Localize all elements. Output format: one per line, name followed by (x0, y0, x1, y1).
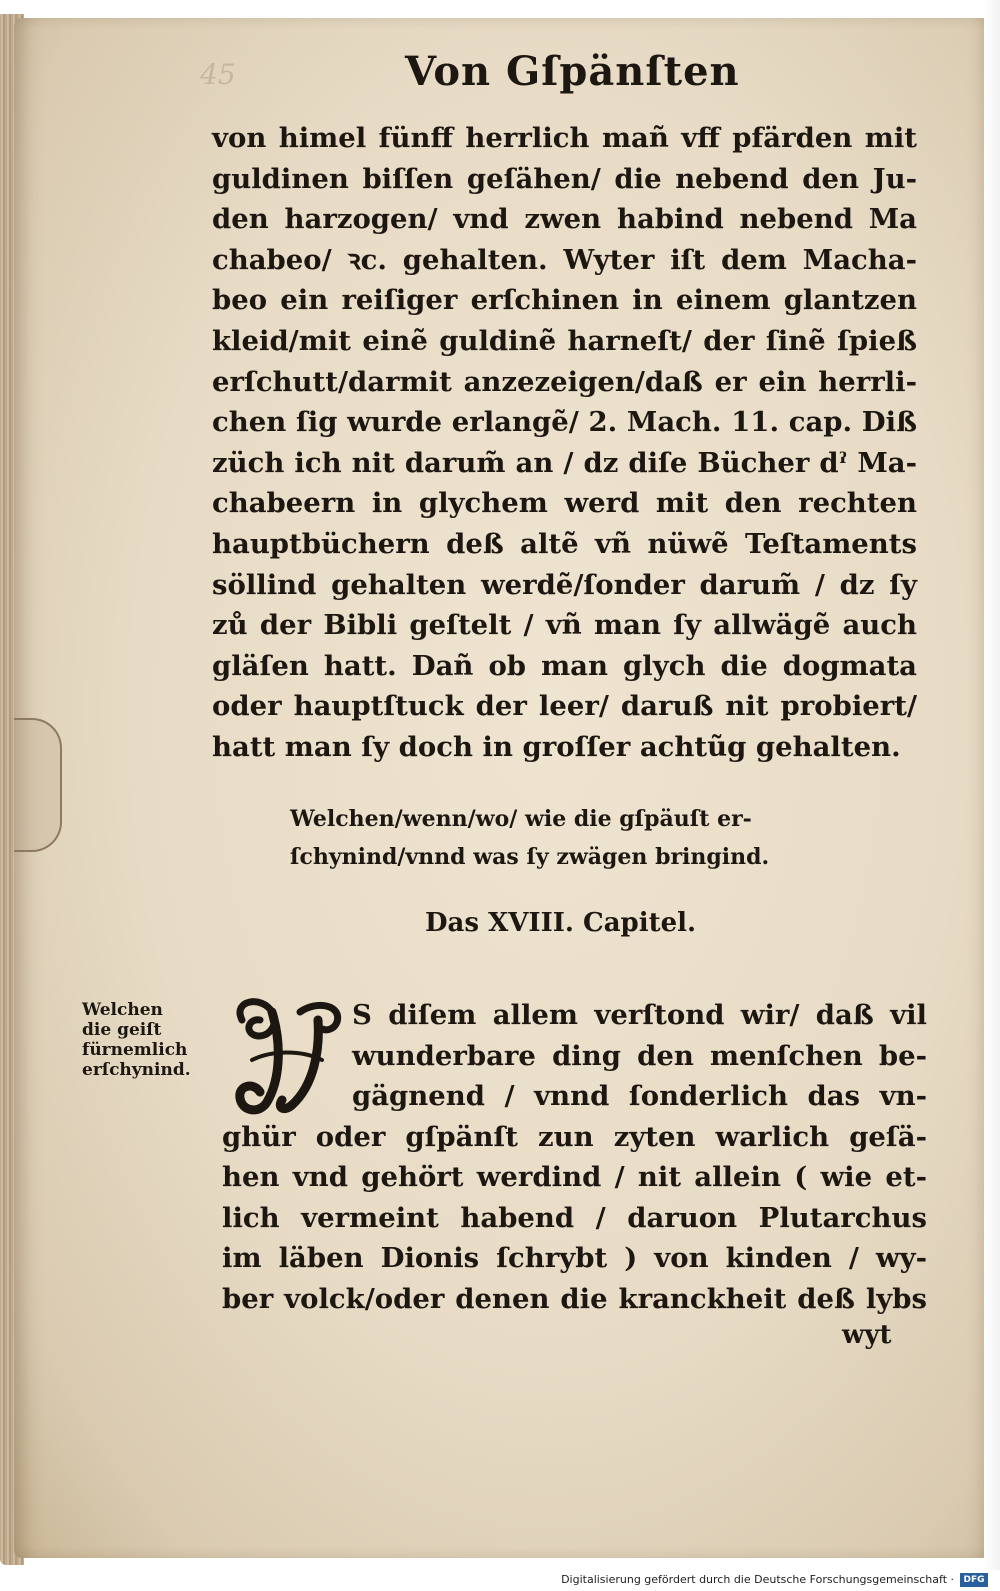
text-line: söllind gehalten werdẽ/ſonder darum̃ / dz ſy (212, 568, 917, 601)
right-margin-strip (984, 0, 1000, 1570)
margin-note-line: die geiſt (82, 1020, 162, 1040)
text-line: zů der Bibli geſtelt / vñ man ſy allwägẽ auch (212, 609, 917, 642)
chapter-title: Das XVIII. Capitel. (425, 908, 697, 938)
text-line: gläſen hatt. Dañ ob man glych die dogmata (212, 649, 917, 682)
text-line: den harzogen/ vnd zwen habind nebend Ma (212, 203, 917, 236)
margin-note-line: Welchen (82, 1000, 163, 1020)
text-line: lich vermeint habend / daruon Plutarchus (222, 1201, 927, 1234)
page-fold-mark (14, 718, 62, 852)
text-line: hauptbüchern deß altẽ vñ nüwẽ Teſtaments (212, 527, 917, 560)
text-line: hen vnd gehört werdind / nit allein ( wie et- (222, 1161, 927, 1193)
text-line: chen ſig wurde erlangẽ/ 2. Mach. 11. cap. Diß (212, 406, 917, 439)
heading-line: Welchen/wenn/wo/ wie die gſpäuſt er- (290, 806, 752, 832)
heading-line: ſchynind/vnnd was ſy zwägen bringind. (290, 844, 770, 870)
dfg-logo: DFG (960, 1573, 988, 1587)
text-line: im läben Dionis ſchrybt ) von kinden / wy- (222, 1242, 927, 1274)
text-line: wunderbare ding den menſchen be- (352, 1039, 927, 1072)
catchword: wyt (842, 1320, 892, 1350)
margin-note-line: erſchynind. (82, 1060, 191, 1080)
text-line: guldinen biſſen geſähen/ die nebend den Ju- (212, 162, 917, 195)
footer-credit: Digitalisierung gefördert durch die Deutsche Forschungsgemeinschaft · (561, 1573, 954, 1586)
page-number-bleedthrough: 45 (200, 58, 236, 91)
text-line: chabeo/ ꝛc. gehalten. Wyter iſt dem Macha- (212, 243, 917, 276)
text-line: züch ich nit darum̃ an / dz diſe Bücher dˀ Ma- (212, 446, 917, 479)
text-line: von himel fünff herrlich mañ vff pfärden mit (212, 122, 917, 154)
text-line: hatt man ſy doch in groſſer achtũg gehalten. (212, 730, 901, 763)
running-head: Von Gſpänſten (405, 48, 740, 95)
top-margin-strip (0, 0, 1000, 14)
text-line: ber volck/oder denen die kranckheit deß lybs (222, 1282, 927, 1315)
text-line: gägnend / vnnd ſonderlich das vn- (352, 1080, 927, 1112)
text-line: beo ein reiſiger erſchinen in einem glantzen (212, 284, 917, 317)
margin-note-line: fürnemlich (82, 1040, 188, 1060)
text-line: S diſem allem verſtond wir/ daß vil (352, 999, 927, 1031)
margin-note (82, 1000, 232, 1080)
text-line: chabeern in glychem werd mit den rechten (212, 487, 917, 520)
text-line: oder hauptſtuck der leer/ daruß nit probiert/ (212, 690, 917, 723)
text-line: erſchutt/darmit anzezeigen/daß er ein herrli- (212, 365, 917, 398)
text-line: ghür oder gſpänſt zun zyten warlich geſä- (222, 1120, 927, 1153)
section-heading (290, 800, 870, 876)
body-text-block (212, 118, 917, 768)
chapter-body-text (222, 995, 927, 1319)
text-line: kleid/mit einẽ guldinẽ harneſt/ der ſinẽ ſpieß (212, 324, 917, 357)
